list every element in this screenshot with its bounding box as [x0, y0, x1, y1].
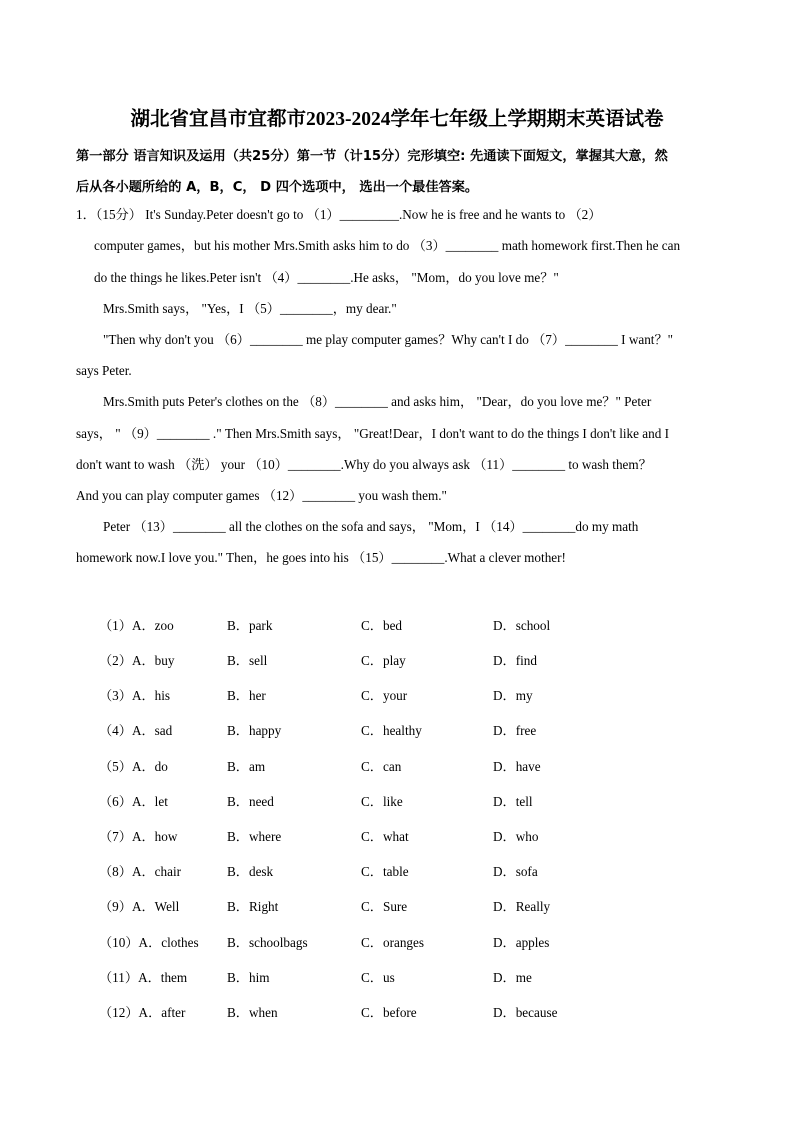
option-a: （9）A．Well	[99, 899, 180, 914]
option-a: （11）A．them	[99, 970, 188, 985]
option-d: D．who	[493, 829, 539, 844]
option-c: C．bed	[361, 618, 403, 633]
option-d: D．me	[493, 970, 532, 985]
option-b: B．where	[227, 829, 282, 844]
option-b: B．happy	[227, 723, 282, 738]
option-a: （4）A．sad	[99, 723, 173, 738]
option-a: （3）A．his	[99, 688, 171, 703]
option-a: （10）A．clothes	[99, 935, 199, 950]
option-a: （1）A．zoo	[99, 618, 174, 633]
option-c: C．table	[361, 864, 409, 879]
option-d: D．have	[493, 759, 541, 774]
option-d: D．because	[493, 1005, 558, 1020]
option-c: C．before	[361, 1005, 417, 1020]
option-c: C．Sure	[361, 899, 408, 914]
passage-line: do the things he likes.Peter isn't （4）________.He asks， "Mom，do you love me？"	[94, 270, 559, 285]
passage-line: don't want to wash （洗） your （10）________.Why do you always ask （11）________ to wash them？	[76, 457, 652, 472]
section-instructions-line-1: 第一部分 语言知识及运用（共25分）第一节（计15分）完形填空: 先通读下面短文，掌握其大意，然	[76, 149, 668, 164]
option-c: C．play	[361, 653, 406, 668]
passage-line: computer games，but his mother Mrs.Smith asks him to do （3）________ math homework first.Then he can	[94, 238, 681, 253]
option-d: D．free	[493, 723, 537, 738]
option-b: B．him	[227, 970, 270, 985]
passage-line: Mrs.Smith puts Peter's clothes on the （8）________ and asks him， "Dear，do you love me？" Peter	[103, 394, 652, 409]
option-c: C．healthy	[361, 723, 422, 738]
option-b: B．need	[227, 794, 274, 809]
option-b: B．her	[227, 688, 266, 703]
option-c: C．us	[361, 970, 395, 985]
option-a: （12）A．after	[99, 1005, 186, 1020]
option-d: D．sofa	[493, 864, 538, 879]
option-c: C．can	[361, 759, 402, 774]
option-a: （7）A．how	[99, 829, 178, 844]
passage-line: says Peter.	[76, 363, 132, 378]
option-b: B．when	[227, 1005, 278, 1020]
passage-line: Mrs.Smith says， "Yes，I （5）________，my dear."	[103, 301, 397, 316]
option-d: D．apples	[493, 935, 550, 950]
option-d: D．Really	[493, 899, 551, 914]
option-b: B．park	[227, 618, 273, 633]
option-c: C．your	[361, 688, 408, 703]
option-d: D．find	[493, 653, 537, 668]
option-b: B．sell	[227, 653, 268, 668]
option-b: B．Right	[227, 899, 279, 914]
passage-line: Peter （13）________ all the clothes on the sofa and says， "Mom，I （14）________do my math	[103, 519, 639, 534]
option-a: （2）A．buy	[99, 653, 175, 668]
passage-line: says， " （9）________ ." Then Mrs.Smith says， "Great!Dear，I don't want to do the things I don't like and I	[76, 426, 670, 441]
passage-line: homework now.I love you." Then，he goes into his （15）________.What a clever mother!	[76, 550, 566, 565]
option-b: B．am	[227, 759, 266, 774]
passage-line: 1．（15分） It's Sunday.Peter doesn't go to （1）_________.Now he is free and he wants to （2）	[76, 207, 602, 222]
option-d: D．my	[493, 688, 533, 703]
option-b: B．schoolbags	[227, 935, 308, 950]
passage-line: "Then why don't you （6）________ me play computer games？Why can't I do （7）________ I want？"	[103, 332, 674, 347]
option-b: B．desk	[227, 864, 274, 879]
option-c: C．what	[361, 829, 409, 844]
section-instructions-line-2: 后从各小题所给的 A，B，C， D 四个选项中， 选出一个最佳答案。	[76, 180, 479, 195]
option-d: D．school	[493, 618, 551, 633]
option-c: C．oranges	[361, 935, 424, 950]
option-a: （8）A．chair	[99, 864, 182, 879]
option-d: D．tell	[493, 794, 533, 809]
passage-line: And you can play computer games （12）________ you wash them."	[76, 488, 447, 503]
option-a: （5）A．do	[99, 759, 168, 774]
page-title: 湖北省宜昌市宜都市2023-2024学年七年级上学期期末英语试卷	[130, 109, 664, 130]
option-c: C．like	[361, 794, 403, 809]
option-a: （6）A．let	[99, 794, 168, 809]
